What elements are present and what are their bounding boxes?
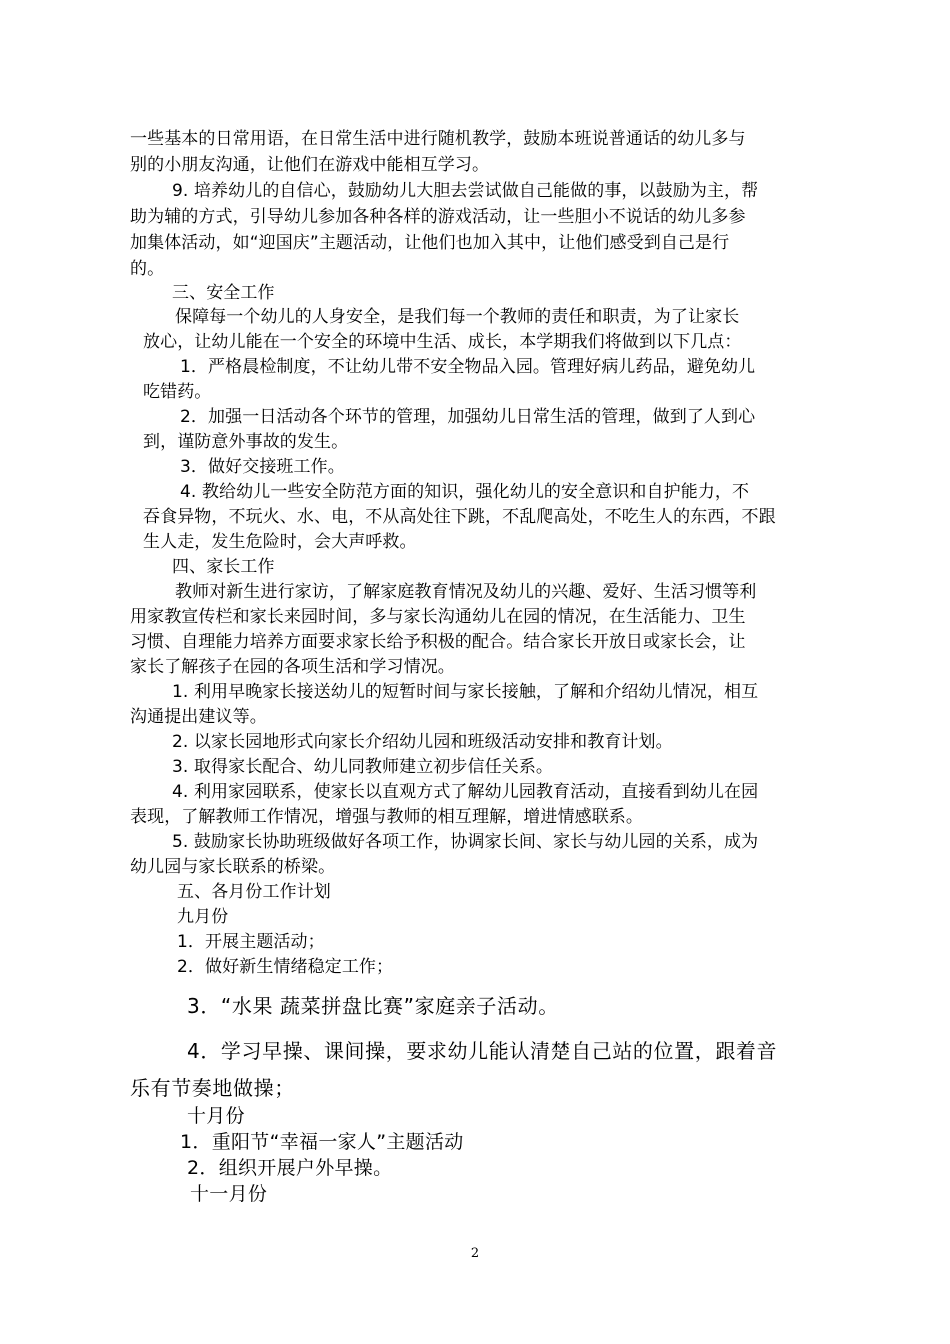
- text-line: 4. 利用家园联系，使家长以直观方式了解幼儿园教育活动，直接看到幼儿在园: [172, 782, 759, 802]
- section-heading: 五、各月份工作计划: [177, 882, 331, 902]
- text-line: 教师对新生进行家访，了解家庭教育情况及幼儿的兴趣、爱好、生活习惯等利: [175, 582, 757, 602]
- text-line: 3．“水果 蔬菜拼盘比赛”家庭亲子活动。: [187, 994, 559, 1018]
- text-line: 保障每一个幼儿的人身安全，是我们每一个教师的责任和职责，为了让家长: [175, 307, 740, 327]
- text-line: 9. 培养幼儿的自信心，鼓励幼儿大胆去尝试做自己能做的事，以鼓励为主，帮: [172, 181, 759, 201]
- text-line: 1．开展主题活动；: [177, 932, 325, 952]
- text-line: 4. 教给幼儿一些安全防范方面的知识，强化幼儿的安全意识和自护能力，不: [180, 482, 750, 502]
- text-line: 2．组织开展户外早操。: [187, 1157, 393, 1179]
- page-number: 2: [470, 1246, 480, 1261]
- text-line: 3．做好交接班工作。: [180, 457, 345, 477]
- month-heading: 十月份: [187, 1105, 245, 1127]
- text-line: 2. 以家长园地形式向家长介绍幼儿园和班级活动安排和教育计划。: [172, 732, 673, 752]
- text-line: 生人走，发生危险时，会大声呼救。: [143, 532, 417, 552]
- month-heading: 十一月份: [190, 1183, 268, 1205]
- text-line: 1．严格晨检制度，不让幼儿带不安全物品入园。管理好病儿药品，避免幼儿: [180, 357, 756, 377]
- text-line: 3. 取得家长配合、幼儿同教师建立初步信任关系。: [172, 757, 554, 777]
- text-line: 的。: [130, 259, 165, 279]
- text-line: 表现，了解教师工作情况，增强与教师的相互理解，增进情感联系。: [130, 807, 643, 827]
- text-line: 乐有节奏地做操；: [130, 1076, 295, 1100]
- text-line: 一些基本的日常用语，在日常生活中进行随机教学，鼓励本班说普通话的幼儿多与: [130, 129, 746, 149]
- text-line: 4．学习早操、课间操，要求幼儿能认清楚自己站的位置，跟着音: [187, 1039, 778, 1063]
- text-line: 5. 鼓励家长协助班级做好各项工作，协调家长间、家长与幼儿园的关系，成为: [172, 832, 759, 852]
- text-line: 1．重阳节“幸福一家人”主题活动: [180, 1131, 464, 1153]
- text-line: 别的小朋友沟通，让他们在游戏中能相互学习。: [130, 155, 490, 175]
- text-line: 2．做好新生情绪稳定工作；: [177, 957, 394, 977]
- text-line: 加集体活动，如“迎国庆”主题活动，让他们也加入其中，让他们感受到自己是行: [130, 233, 730, 253]
- text-line: 1. 利用早晚家长接送幼儿的短暂时间与家长接触，了解和介绍幼儿情况，相互: [172, 682, 759, 702]
- text-line: 2．加强一日活动各个环节的管理，加强幼儿日常生活的管理，做到了人到心: [180, 407, 756, 427]
- text-line: 吃错药。: [143, 382, 212, 402]
- text-line: 家长了解孩子在园的各项生活和学习情况。: [130, 657, 455, 677]
- text-line: 习惯、自理能力培养方面要求家长给予积极的配合。结合家长开放日或家长会，让: [130, 632, 746, 652]
- text-line: 吞食异物，不玩火、水、电，不从高处往下跳，不乱爬高处，不吃生人的东西，不跟: [143, 507, 776, 527]
- text-line: 到，谨防意外事故的发生。: [143, 432, 349, 452]
- section-heading: 三、安全工作: [172, 283, 275, 303]
- text-line: 放心，让幼儿能在一个安全的环境中生活、成长，本学期我们将做到以下几点：: [143, 332, 742, 352]
- text-line: 助为辅的方式，引导幼儿参加各种各样的游戏活动，让一些胆小不说话的幼儿多参: [130, 207, 746, 227]
- text-line: 幼儿园与家长联系的桥梁。: [130, 857, 336, 877]
- month-heading: 九月份: [177, 907, 229, 927]
- text-line: 用家教宣传栏和家长来园时间，多与家长沟通幼儿在园的情况，在生活能力、卫生: [130, 607, 746, 627]
- section-heading: 四、家长工作: [172, 557, 275, 577]
- text-line: 沟通提出建议等。: [130, 707, 267, 727]
